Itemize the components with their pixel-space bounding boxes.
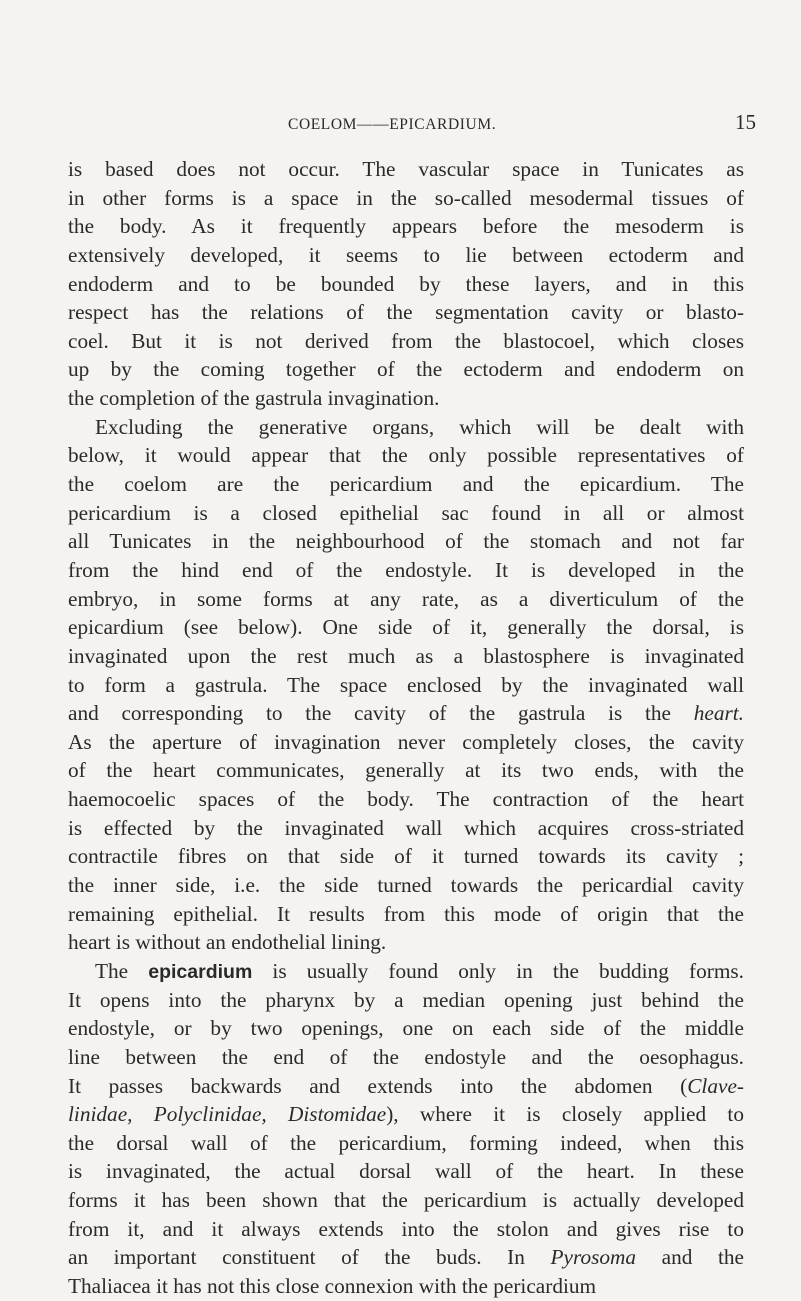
text-line — [68, 1243, 744, 1272]
text-segment: an important constituent of the buds. In — [68, 1245, 551, 1270]
text-line: to form a gastrula. The space enclosed by the invaginated wall — [68, 672, 744, 697]
text-line: from the hind end of the endostyle. It is developed in the — [68, 557, 744, 582]
text-line: Thaliacea it has not this close connexion with the pericardium — [68, 1273, 597, 1298]
text-line: invaginated upon the rest much as a blastosphere is invaginated — [68, 643, 744, 668]
text-line — [68, 1100, 744, 1129]
text-line: Excluding the generative organs, which will be dealt with — [95, 414, 744, 439]
italic-term-pyrosoma: Pyrosoma — [550, 1245, 637, 1270]
text-line — [68, 1072, 744, 1101]
text-line: from it, and it always extends into the stolon and gives rise to — [68, 1216, 744, 1241]
text-line: contractile fibres on that side of it turned towards its cavity ; — [68, 844, 744, 869]
text-line: in other forms is a space in the so-called mesodermal tissues of — [68, 185, 744, 210]
text-line: the dorsal wall of the pericardium, forming indeed, when this — [68, 1130, 744, 1155]
text-line: is invaginated, the actual dorsal wall of the heart. In these — [68, 1159, 744, 1184]
text-line: all Tunicates in the neighbourhood of the stomach and not far — [68, 529, 744, 554]
text-line: extensively developed, it seems to lie between ectoderm and — [68, 242, 744, 267]
text-line: endoderm and to be bounded by these layers, and in this — [68, 271, 744, 296]
text-line: heart is without an endothelial lining. — [68, 930, 387, 955]
text-line: embryo, in some forms at any rate, as a diverticulum of the — [68, 586, 744, 611]
text-line: endostyle, or by two openings, one on each side of the middle — [68, 1016, 744, 1041]
text-line: the body. As it frequently appears before the mesoderm is — [68, 214, 744, 239]
text-line: the inner side, i.e. the side turned towards the pericardial cavity — [68, 873, 744, 898]
text-line — [68, 699, 744, 728]
body-text — [68, 155, 744, 1301]
running-title: COELOM——EPICARDIUM. — [288, 116, 497, 133]
text-line: below, it would appear that the only possible representatives of — [68, 443, 744, 468]
text-line: pericardium is a closed epithelial sac found in all or almost — [68, 500, 744, 525]
text-line: forms it has been shown that the pericardium is actually developed — [68, 1188, 744, 1213]
text-line: the completion of the gastrula invagination. — [68, 386, 440, 411]
text-line: of the heart communicates, generally at its two ends, with the — [68, 758, 744, 783]
text-line: line between the end of the endostyle and the oesophagus. — [68, 1044, 744, 1069]
text-line: remaining epithelial. It results from this mode of origin that the — [68, 901, 744, 926]
text-segment: ), where it is closely applied to — [386, 1102, 744, 1127]
italic-term-families: Polyclinidae, Distomidae — [153, 1102, 387, 1127]
italic-term-heart: heart. — [693, 701, 744, 726]
text-line: the coelom are the pericardium and the epicardium. The — [68, 472, 744, 497]
text-line: haemocoelic spaces of the body. The contraction of the heart — [68, 787, 744, 812]
text-line: epicardium (see below). One side of it, generally the dorsal, is — [68, 615, 744, 640]
text-segment: and corresponding to the cavity of the gastrula is the — [68, 701, 694, 726]
italic-term-linidae: linidae, — [68, 1102, 154, 1127]
text-segment: It passes backwards and extends into the abdomen ( — [68, 1073, 688, 1098]
page-number: 15 — [735, 110, 756, 134]
text-line: coel. But it is not derived from the blastocoel, which closes — [68, 328, 744, 353]
bold-term-epicardium: epicardium — [148, 960, 253, 983]
text-line: is effected by the invaginated wall which acquires cross-striated — [68, 815, 744, 840]
text-segment: The — [95, 958, 149, 983]
running-head — [0, 110, 801, 140]
text-line: is based does not occur. The vascular space in Tunicates as — [68, 157, 744, 181]
text-line: As the aperture of invagination never completely closes, the cavity — [68, 729, 744, 754]
text-segment: is usually found only in the budding forms. — [252, 958, 744, 983]
italic-term-clave: Clave- — [687, 1073, 744, 1098]
text-segment: and the — [636, 1245, 744, 1270]
text-line: respect has the relations of the segmentation cavity or blasto- — [68, 300, 744, 325]
text-line: It opens into the pharynx by a median opening just behind the — [68, 987, 744, 1012]
text-line: up by the coming together of the ectoderm and endoderm on — [68, 357, 744, 382]
text-line — [68, 957, 744, 986]
